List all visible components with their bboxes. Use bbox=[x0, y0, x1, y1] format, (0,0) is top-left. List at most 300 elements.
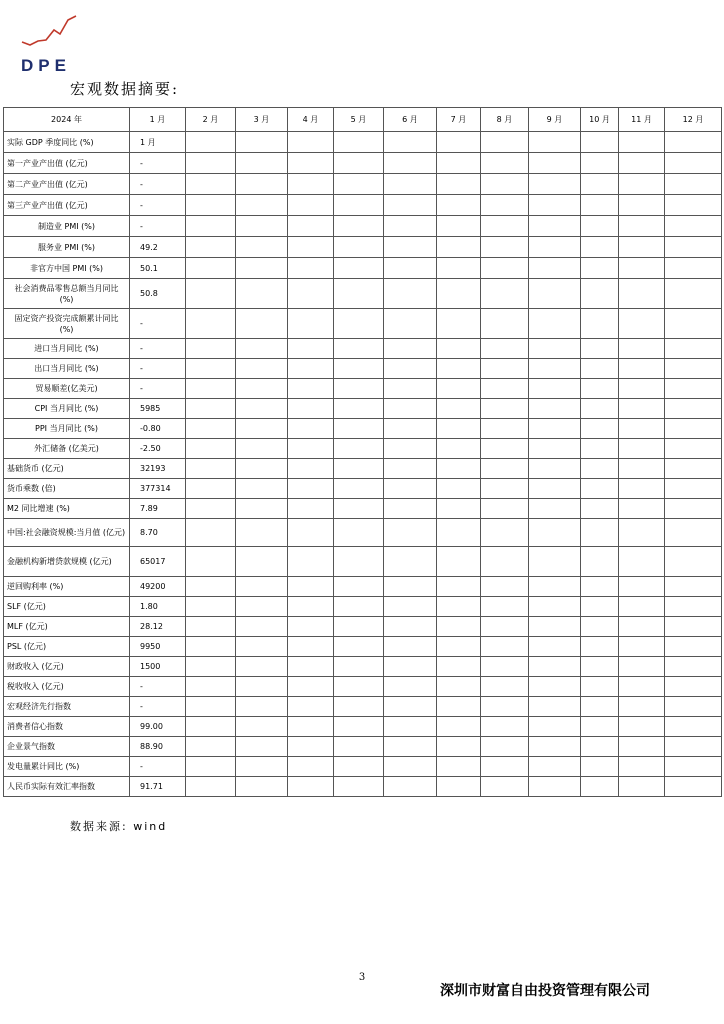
empty-month-cell bbox=[481, 777, 529, 797]
empty-month-cell bbox=[665, 479, 722, 499]
empty-month-cell bbox=[186, 617, 236, 637]
january-value: - bbox=[130, 153, 186, 174]
empty-month-cell bbox=[186, 195, 236, 216]
indicator-label: PSL (亿元) bbox=[4, 637, 130, 657]
empty-month-cell bbox=[186, 499, 236, 519]
january-value: - bbox=[130, 174, 186, 195]
empty-month-cell bbox=[619, 237, 665, 258]
empty-month-cell bbox=[334, 717, 384, 737]
empty-month-cell bbox=[529, 309, 581, 339]
indicator-label: SLF (亿元) bbox=[4, 597, 130, 617]
empty-month-cell bbox=[334, 617, 384, 637]
empty-month-cell bbox=[665, 697, 722, 717]
january-value: 50.8 bbox=[130, 279, 186, 309]
empty-month-cell bbox=[334, 153, 384, 174]
empty-month-cell bbox=[236, 399, 288, 419]
indicator-label: 中国:社会融资规模:当月值 (亿元) bbox=[4, 519, 130, 547]
empty-month-cell bbox=[186, 547, 236, 577]
table-row bbox=[4, 657, 722, 677]
empty-month-cell bbox=[384, 216, 437, 237]
table-row bbox=[4, 195, 722, 216]
empty-month-cell bbox=[236, 419, 288, 439]
empty-month-cell bbox=[186, 757, 236, 777]
empty-month-cell bbox=[236, 637, 288, 657]
empty-month-cell bbox=[665, 419, 722, 439]
empty-month-cell bbox=[437, 677, 481, 697]
empty-month-cell bbox=[334, 637, 384, 657]
empty-month-cell bbox=[334, 216, 384, 237]
empty-month-cell bbox=[619, 697, 665, 717]
empty-month-cell bbox=[288, 216, 334, 237]
empty-month-cell bbox=[288, 597, 334, 617]
empty-month-cell bbox=[665, 547, 722, 577]
empty-month-cell bbox=[334, 174, 384, 195]
empty-month-cell bbox=[334, 399, 384, 419]
empty-month-cell bbox=[437, 597, 481, 617]
empty-month-cell bbox=[186, 279, 236, 309]
empty-month-cell bbox=[236, 216, 288, 237]
empty-month-cell bbox=[288, 339, 334, 359]
empty-month-cell bbox=[288, 677, 334, 697]
table-row bbox=[4, 637, 722, 657]
empty-month-cell bbox=[334, 459, 384, 479]
indicator-label: 贸易顺差(亿美元) bbox=[4, 379, 130, 399]
macro-data-table bbox=[3, 107, 722, 797]
empty-month-cell bbox=[437, 132, 481, 153]
empty-month-cell bbox=[665, 617, 722, 637]
empty-month-cell bbox=[288, 153, 334, 174]
empty-month-cell bbox=[334, 279, 384, 309]
empty-month-cell bbox=[619, 419, 665, 439]
logo-text: DPE bbox=[21, 56, 71, 75]
empty-month-cell bbox=[186, 153, 236, 174]
empty-month-cell bbox=[288, 499, 334, 519]
empty-month-cell bbox=[186, 677, 236, 697]
empty-month-cell bbox=[437, 237, 481, 258]
empty-month-cell bbox=[236, 174, 288, 195]
empty-month-cell bbox=[665, 195, 722, 216]
empty-month-cell bbox=[437, 419, 481, 439]
empty-month-cell bbox=[619, 777, 665, 797]
empty-month-cell bbox=[334, 419, 384, 439]
table-row bbox=[4, 258, 722, 279]
empty-month-cell bbox=[437, 216, 481, 237]
table-row bbox=[4, 677, 722, 697]
empty-month-cell bbox=[186, 132, 236, 153]
empty-month-cell bbox=[619, 399, 665, 419]
empty-month-cell bbox=[529, 419, 581, 439]
empty-month-cell bbox=[236, 153, 288, 174]
empty-month-cell bbox=[437, 279, 481, 309]
empty-month-cell bbox=[384, 153, 437, 174]
empty-month-cell bbox=[481, 195, 529, 216]
empty-month-cell bbox=[236, 339, 288, 359]
empty-month-cell bbox=[481, 597, 529, 617]
table-row bbox=[4, 717, 722, 737]
month-header: 2 月 bbox=[186, 108, 236, 132]
empty-month-cell bbox=[619, 757, 665, 777]
empty-month-cell bbox=[384, 379, 437, 399]
empty-month-cell bbox=[581, 379, 619, 399]
table-row bbox=[4, 339, 722, 359]
empty-month-cell bbox=[236, 195, 288, 216]
empty-month-cell bbox=[384, 577, 437, 597]
empty-month-cell bbox=[619, 459, 665, 479]
empty-month-cell bbox=[481, 258, 529, 279]
empty-month-cell bbox=[481, 279, 529, 309]
table-header-row bbox=[4, 108, 722, 132]
empty-month-cell bbox=[481, 677, 529, 697]
empty-month-cell bbox=[581, 237, 619, 258]
table-row bbox=[4, 577, 722, 597]
month-header: 11 月 bbox=[619, 108, 665, 132]
january-value: - bbox=[130, 677, 186, 697]
empty-month-cell bbox=[186, 339, 236, 359]
indicator-label: 出口当月同比 (%) bbox=[4, 359, 130, 379]
january-value: -2.50 bbox=[130, 439, 186, 459]
empty-month-cell bbox=[619, 216, 665, 237]
empty-month-cell bbox=[481, 237, 529, 258]
empty-month-cell bbox=[236, 737, 288, 757]
section-title: 宏观数据摘要: bbox=[70, 80, 180, 98]
empty-month-cell bbox=[384, 637, 437, 657]
indicator-label: 第一产业产出值 (亿元) bbox=[4, 153, 130, 174]
empty-month-cell bbox=[384, 309, 437, 339]
empty-month-cell bbox=[334, 237, 384, 258]
empty-month-cell bbox=[236, 132, 288, 153]
table-row bbox=[4, 439, 722, 459]
empty-month-cell bbox=[529, 279, 581, 309]
month-header: 1 月 bbox=[130, 108, 186, 132]
empty-month-cell bbox=[665, 657, 722, 677]
empty-month-cell bbox=[384, 777, 437, 797]
empty-month-cell bbox=[288, 479, 334, 499]
empty-month-cell bbox=[288, 657, 334, 677]
empty-month-cell bbox=[581, 174, 619, 195]
empty-month-cell bbox=[437, 479, 481, 499]
table-row bbox=[4, 597, 722, 617]
empty-month-cell bbox=[334, 359, 384, 379]
empty-month-cell bbox=[529, 717, 581, 737]
empty-month-cell bbox=[529, 439, 581, 459]
empty-month-cell bbox=[384, 677, 437, 697]
empty-month-cell bbox=[334, 258, 384, 279]
empty-month-cell bbox=[236, 237, 288, 258]
indicator-label: 宏观经济先行指数 bbox=[4, 697, 130, 717]
empty-month-cell bbox=[529, 637, 581, 657]
empty-month-cell bbox=[384, 195, 437, 216]
month-header: 3 月 bbox=[236, 108, 288, 132]
empty-month-cell bbox=[529, 577, 581, 597]
january-value: 50.1 bbox=[130, 258, 186, 279]
indicator-label: 固定资产投资完成额累计同比 (%) bbox=[4, 309, 130, 339]
january-value: 65017 bbox=[130, 547, 186, 577]
empty-month-cell bbox=[236, 258, 288, 279]
empty-month-cell bbox=[384, 237, 437, 258]
month-header: 12 月 bbox=[665, 108, 722, 132]
empty-month-cell bbox=[481, 439, 529, 459]
indicator-label: 服务业 PMI (%) bbox=[4, 237, 130, 258]
empty-month-cell bbox=[581, 637, 619, 657]
empty-month-cell bbox=[581, 399, 619, 419]
empty-month-cell bbox=[619, 519, 665, 547]
empty-month-cell bbox=[665, 637, 722, 657]
table-row bbox=[4, 399, 722, 419]
empty-month-cell bbox=[334, 195, 384, 216]
empty-month-cell bbox=[236, 499, 288, 519]
month-header: 10 月 bbox=[581, 108, 619, 132]
empty-month-cell bbox=[619, 499, 665, 519]
empty-month-cell bbox=[619, 597, 665, 617]
month-header: 5 月 bbox=[334, 108, 384, 132]
indicator-label: 实际 GDP 季度同比 (%) bbox=[4, 132, 130, 153]
empty-month-cell bbox=[619, 339, 665, 359]
indicator-label: 逆回购利率 (%) bbox=[4, 577, 130, 597]
empty-month-cell bbox=[529, 399, 581, 419]
empty-month-cell bbox=[384, 339, 437, 359]
empty-month-cell bbox=[619, 547, 665, 577]
january-value: - bbox=[130, 339, 186, 359]
empty-month-cell bbox=[384, 499, 437, 519]
empty-month-cell bbox=[619, 439, 665, 459]
empty-month-cell bbox=[529, 777, 581, 797]
empty-month-cell bbox=[288, 519, 334, 547]
empty-month-cell bbox=[481, 757, 529, 777]
empty-month-cell bbox=[481, 717, 529, 737]
empty-month-cell bbox=[236, 279, 288, 309]
empty-month-cell bbox=[665, 439, 722, 459]
empty-month-cell bbox=[529, 195, 581, 216]
table-row bbox=[4, 519, 722, 547]
empty-month-cell bbox=[619, 195, 665, 216]
empty-month-cell bbox=[236, 439, 288, 459]
empty-month-cell bbox=[529, 757, 581, 777]
empty-month-cell bbox=[481, 547, 529, 577]
empty-month-cell bbox=[581, 657, 619, 677]
empty-month-cell bbox=[186, 379, 236, 399]
empty-month-cell bbox=[288, 439, 334, 459]
empty-month-cell bbox=[384, 132, 437, 153]
empty-month-cell bbox=[481, 132, 529, 153]
empty-month-cell bbox=[581, 737, 619, 757]
empty-month-cell bbox=[236, 757, 288, 777]
table-row bbox=[4, 174, 722, 195]
empty-month-cell bbox=[186, 174, 236, 195]
empty-month-cell bbox=[334, 132, 384, 153]
company-name: 深圳市财富自由投资管理有限公司 bbox=[440, 983, 650, 999]
empty-month-cell bbox=[236, 577, 288, 597]
empty-month-cell bbox=[529, 153, 581, 174]
empty-month-cell bbox=[236, 657, 288, 677]
empty-month-cell bbox=[619, 737, 665, 757]
empty-month-cell bbox=[529, 339, 581, 359]
empty-month-cell bbox=[581, 419, 619, 439]
empty-month-cell bbox=[334, 657, 384, 677]
empty-month-cell bbox=[236, 359, 288, 379]
empty-month-cell bbox=[334, 379, 384, 399]
indicator-label: 发电量累计同比 (%) bbox=[4, 757, 130, 777]
empty-month-cell bbox=[186, 309, 236, 339]
empty-month-cell bbox=[619, 657, 665, 677]
empty-month-cell bbox=[619, 309, 665, 339]
january-value: - bbox=[130, 216, 186, 237]
empty-month-cell bbox=[619, 677, 665, 697]
table-row bbox=[4, 737, 722, 757]
empty-month-cell bbox=[236, 309, 288, 339]
empty-month-cell bbox=[581, 757, 619, 777]
empty-month-cell bbox=[384, 419, 437, 439]
empty-month-cell bbox=[236, 479, 288, 499]
empty-month-cell bbox=[529, 359, 581, 379]
january-value: 9950 bbox=[130, 637, 186, 657]
empty-month-cell bbox=[529, 519, 581, 547]
empty-month-cell bbox=[581, 697, 619, 717]
empty-month-cell bbox=[236, 519, 288, 547]
empty-month-cell bbox=[529, 597, 581, 617]
empty-month-cell bbox=[236, 459, 288, 479]
empty-month-cell bbox=[334, 757, 384, 777]
indicator-label: 消费者信心指数 bbox=[4, 717, 130, 737]
empty-month-cell bbox=[288, 174, 334, 195]
empty-month-cell bbox=[437, 577, 481, 597]
empty-month-cell bbox=[437, 439, 481, 459]
empty-month-cell bbox=[437, 657, 481, 677]
indicator-label: 第二产业产出值 (亿元) bbox=[4, 174, 130, 195]
empty-month-cell bbox=[334, 597, 384, 617]
empty-month-cell bbox=[384, 757, 437, 777]
empty-month-cell bbox=[334, 577, 384, 597]
empty-month-cell bbox=[384, 519, 437, 547]
empty-month-cell bbox=[288, 399, 334, 419]
empty-month-cell bbox=[529, 459, 581, 479]
empty-month-cell bbox=[529, 216, 581, 237]
empty-month-cell bbox=[481, 577, 529, 597]
table-row bbox=[4, 479, 722, 499]
empty-month-cell bbox=[665, 577, 722, 597]
empty-month-cell bbox=[481, 419, 529, 439]
empty-month-cell bbox=[581, 132, 619, 153]
empty-month-cell bbox=[665, 737, 722, 757]
empty-month-cell bbox=[288, 577, 334, 597]
empty-month-cell bbox=[288, 617, 334, 637]
empty-month-cell bbox=[334, 547, 384, 577]
empty-month-cell bbox=[186, 479, 236, 499]
empty-month-cell bbox=[581, 717, 619, 737]
empty-month-cell bbox=[334, 479, 384, 499]
empty-month-cell bbox=[334, 777, 384, 797]
data-source-note: 数据来源: wind bbox=[70, 820, 168, 833]
empty-month-cell bbox=[288, 237, 334, 258]
month-header: 6 月 bbox=[384, 108, 437, 132]
empty-month-cell bbox=[437, 697, 481, 717]
empty-month-cell bbox=[437, 195, 481, 216]
empty-month-cell bbox=[581, 479, 619, 499]
january-value: - bbox=[130, 359, 186, 379]
empty-month-cell bbox=[186, 419, 236, 439]
empty-month-cell bbox=[288, 132, 334, 153]
empty-month-cell bbox=[581, 499, 619, 519]
empty-month-cell bbox=[529, 237, 581, 258]
empty-month-cell bbox=[437, 174, 481, 195]
empty-month-cell bbox=[481, 174, 529, 195]
empty-month-cell bbox=[384, 737, 437, 757]
indicator-label: 制造业 PMI (%) bbox=[4, 216, 130, 237]
january-value: 8.70 bbox=[130, 519, 186, 547]
january-value: - bbox=[130, 757, 186, 777]
empty-month-cell bbox=[384, 717, 437, 737]
empty-month-cell bbox=[437, 717, 481, 737]
empty-month-cell bbox=[481, 309, 529, 339]
empty-month-cell bbox=[288, 195, 334, 216]
empty-month-cell bbox=[437, 459, 481, 479]
empty-month-cell bbox=[619, 577, 665, 597]
january-value: 377314 bbox=[130, 479, 186, 499]
empty-month-cell bbox=[437, 617, 481, 637]
empty-month-cell bbox=[437, 547, 481, 577]
empty-month-cell bbox=[529, 258, 581, 279]
january-value: 1 月 bbox=[130, 132, 186, 153]
empty-month-cell bbox=[437, 757, 481, 777]
empty-month-cell bbox=[288, 777, 334, 797]
empty-month-cell bbox=[665, 459, 722, 479]
empty-month-cell bbox=[529, 697, 581, 717]
empty-month-cell bbox=[581, 439, 619, 459]
indicator-label: 非官方中国 PMI (%) bbox=[4, 258, 130, 279]
empty-month-cell bbox=[334, 677, 384, 697]
empty-month-cell bbox=[437, 499, 481, 519]
empty-month-cell bbox=[581, 617, 619, 637]
empty-month-cell bbox=[236, 697, 288, 717]
empty-month-cell bbox=[665, 258, 722, 279]
january-value: 49200 bbox=[130, 577, 186, 597]
empty-month-cell bbox=[437, 737, 481, 757]
empty-month-cell bbox=[236, 717, 288, 737]
empty-month-cell bbox=[665, 677, 722, 697]
empty-month-cell bbox=[334, 737, 384, 757]
january-value: 28.12 bbox=[130, 617, 186, 637]
empty-month-cell bbox=[288, 309, 334, 339]
empty-month-cell bbox=[186, 777, 236, 797]
empty-month-cell bbox=[186, 737, 236, 757]
empty-month-cell bbox=[581, 459, 619, 479]
empty-month-cell bbox=[581, 258, 619, 279]
empty-month-cell bbox=[288, 697, 334, 717]
indicator-label: 企业景气指数 bbox=[4, 737, 130, 757]
empty-month-cell bbox=[186, 637, 236, 657]
month-header: 7 月 bbox=[437, 108, 481, 132]
empty-month-cell bbox=[619, 379, 665, 399]
empty-month-cell bbox=[384, 459, 437, 479]
empty-month-cell bbox=[437, 637, 481, 657]
empty-month-cell bbox=[619, 132, 665, 153]
empty-month-cell bbox=[186, 237, 236, 258]
table-row bbox=[4, 309, 722, 339]
empty-month-cell bbox=[186, 439, 236, 459]
empty-month-cell bbox=[619, 258, 665, 279]
empty-month-cell bbox=[581, 339, 619, 359]
january-value: 49.2 bbox=[130, 237, 186, 258]
empty-month-cell bbox=[581, 216, 619, 237]
empty-month-cell bbox=[665, 499, 722, 519]
empty-month-cell bbox=[665, 777, 722, 797]
january-value: - bbox=[130, 697, 186, 717]
empty-month-cell bbox=[384, 617, 437, 637]
empty-month-cell bbox=[665, 519, 722, 547]
month-header: 8 月 bbox=[481, 108, 529, 132]
indicator-label: 进口当月同比 (%) bbox=[4, 339, 130, 359]
empty-month-cell bbox=[236, 547, 288, 577]
empty-month-cell bbox=[288, 359, 334, 379]
